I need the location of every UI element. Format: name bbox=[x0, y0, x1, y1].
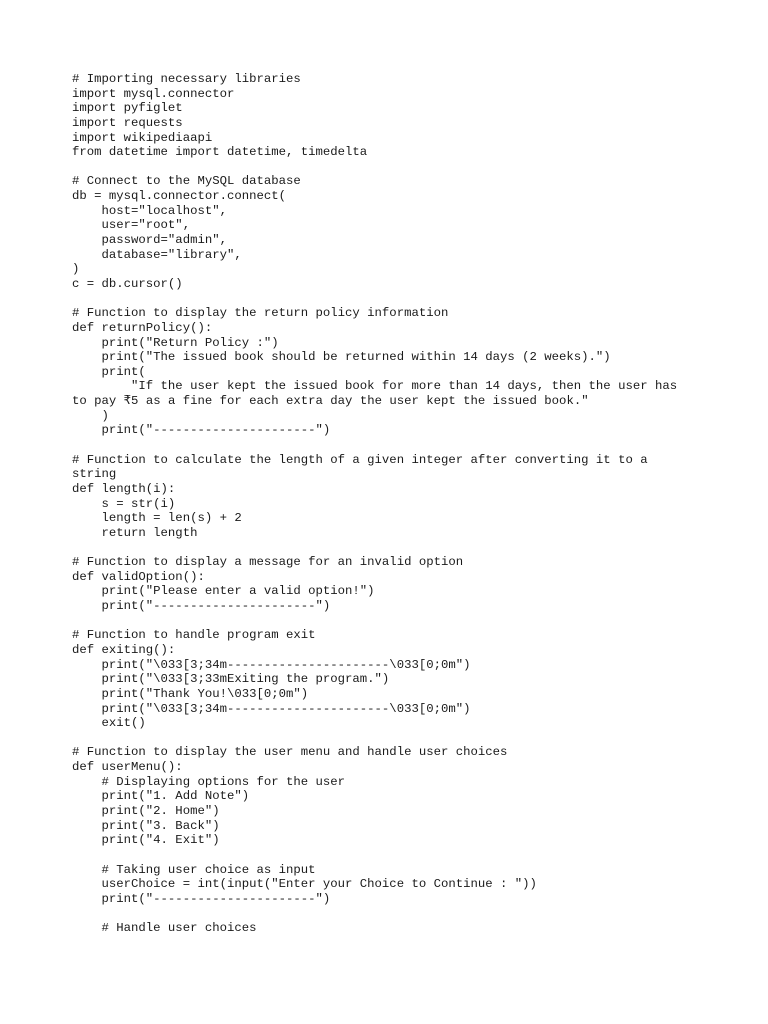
code-line: return length bbox=[72, 525, 198, 540]
code-line: print("\033[3;34m----------------------\033[0;0m") bbox=[72, 657, 471, 672]
code-line: userChoice = int(input("Enter your Choice to Continue : ")) bbox=[72, 877, 537, 892]
code-line: # Function to display the user menu and handle user choices bbox=[72, 745, 508, 760]
code-block bbox=[72, 555, 712, 614]
code-block bbox=[72, 921, 712, 936]
blank-line bbox=[72, 160, 712, 175]
blank-line bbox=[72, 438, 712, 453]
code-line: string bbox=[72, 467, 117, 482]
blank-line bbox=[72, 907, 712, 922]
blank-line bbox=[72, 848, 712, 863]
code-line: print("----------------------") bbox=[72, 891, 331, 906]
code-line: import mysql.connector bbox=[72, 86, 235, 101]
code-line: user="root", bbox=[72, 218, 191, 233]
code-line: # Connect to the MySQL database bbox=[72, 174, 301, 189]
code-line: import pyfiglet bbox=[72, 101, 183, 116]
code-block bbox=[72, 863, 712, 907]
code-line: db = mysql.connector.connect( bbox=[72, 189, 287, 204]
code-line: print("Thank You!\033[0;0m") bbox=[72, 686, 309, 701]
code-line: s = str(i) bbox=[72, 496, 176, 511]
code-block bbox=[72, 174, 712, 291]
code-line: import requests bbox=[72, 115, 183, 130]
code-line: host="localhost", bbox=[72, 203, 227, 218]
code-line: # Function to display the return policy information bbox=[72, 306, 449, 321]
code-block bbox=[72, 72, 712, 160]
code-line: def exiting(): bbox=[72, 642, 176, 657]
code-line: print("----------------------") bbox=[72, 599, 331, 614]
code-line: print("2. Home") bbox=[72, 804, 220, 819]
code-line: ) bbox=[72, 262, 80, 277]
code-line: import wikipediaapi bbox=[72, 130, 213, 145]
code-line: password="admin", bbox=[72, 233, 227, 248]
blank-line bbox=[72, 292, 712, 307]
code-line: length = len(s) + 2 bbox=[72, 511, 242, 526]
code-line: "If the user kept the issued book for more than 14 days, then the user has bbox=[72, 379, 678, 394]
code-line: # Function to calculate the length of a given integer after converting it to a bbox=[72, 452, 648, 467]
code-line: print("----------------------") bbox=[72, 423, 331, 438]
code-line: print("4. Exit") bbox=[72, 833, 220, 848]
code-line: def validOption(): bbox=[72, 569, 205, 584]
code-line: to pay ₹5 as a fine for each extra day the user kept the issued book." bbox=[72, 394, 589, 409]
code-line: from datetime import datetime, timedelta bbox=[72, 145, 368, 160]
code-block bbox=[72, 453, 712, 541]
code-line: def returnPolicy(): bbox=[72, 320, 213, 335]
blank-line bbox=[72, 614, 712, 629]
code-line: print("\033[3;34m----------------------\033[0;0m") bbox=[72, 701, 471, 716]
code-line: print("3. Back") bbox=[72, 818, 220, 833]
code-line: # Function to display a message for an invalid option bbox=[72, 555, 464, 570]
code-line: def length(i): bbox=[72, 481, 176, 496]
code-line: # Importing necessary libraries bbox=[72, 72, 301, 86]
blank-line bbox=[72, 541, 712, 556]
code-line: ) bbox=[72, 408, 109, 423]
code-block bbox=[72, 628, 712, 730]
code-line: # Displaying options for the user bbox=[72, 774, 346, 789]
code-line: print( bbox=[72, 364, 146, 379]
code-line: print("Return Policy :") bbox=[72, 335, 279, 350]
code-line: print("1. Add Note") bbox=[72, 789, 250, 804]
code-line: # Taking user choice as input bbox=[72, 862, 316, 877]
code-line: # Handle user choices bbox=[72, 921, 257, 936]
code-line: print("\033[3;33mExiting the program.") bbox=[72, 672, 390, 687]
code-line: # Function to handle program exit bbox=[72, 628, 316, 643]
code-line: print("Please enter a valid option!") bbox=[72, 584, 375, 599]
code-line: exit() bbox=[72, 716, 146, 731]
code-listing bbox=[72, 72, 712, 936]
code-line: database="library", bbox=[72, 247, 242, 262]
code-block bbox=[72, 745, 712, 847]
code-line: def userMenu(): bbox=[72, 760, 183, 775]
blank-line bbox=[72, 731, 712, 746]
code-line: c = db.cursor() bbox=[72, 276, 183, 291]
code-line: print("The issued book should be returned within 14 days (2 weeks).") bbox=[72, 350, 611, 365]
code-block bbox=[72, 306, 712, 438]
